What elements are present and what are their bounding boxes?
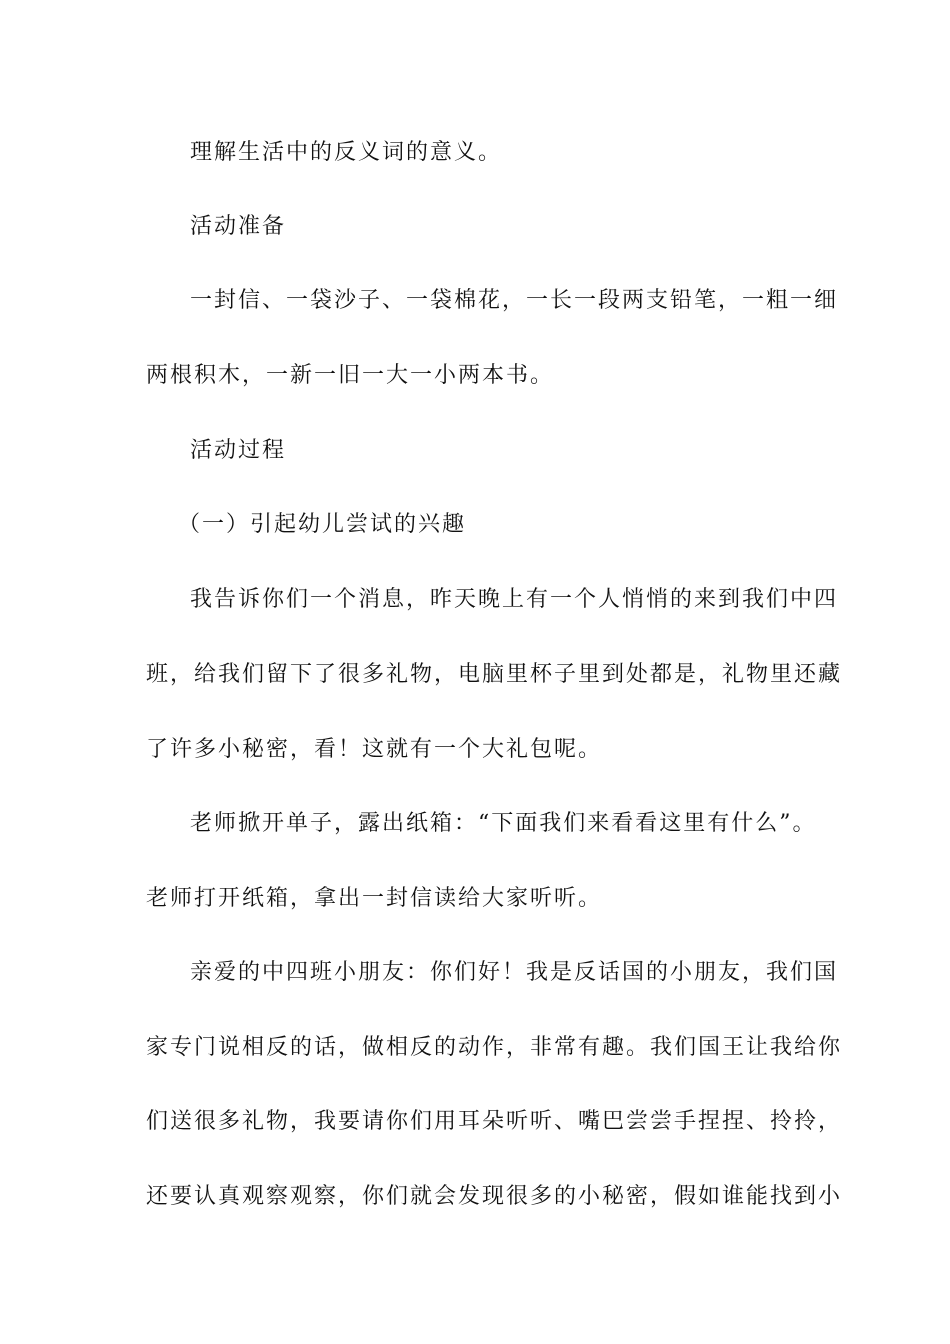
paragraph-news-line-1: 我告诉你们一个消息，昨天晚上有一个人悄悄的来到我们中四 (190, 587, 839, 612)
heading-preparation: 活动准备 (190, 214, 287, 239)
paragraph-box-line-2: 老师打开纸箱，拿出一封信读给大家听听。 (146, 886, 603, 911)
paragraph-news-line-3: 了许多小秘密，看！这就有一个大礼包呢。 (146, 737, 603, 762)
heading-process: 活动过程 (190, 438, 287, 463)
paragraph-box-line-1: 老师掀开单子，露出纸箱：“下面我们来看看这里有什么”。 (190, 811, 817, 836)
paragraph-materials-line-2: 两根积木，一新一旧一大一小两本书。 (146, 363, 555, 388)
paragraph-materials-line-1: 一封信、一袋沙子、一袋棉花，一长一段两支铅笔，一粗一细 (190, 288, 839, 313)
paragraph-letter-line-1: 亲爱的中四班小朋友：你们好！我是反话国的小朋友，我们国 (190, 960, 839, 985)
paragraph-letter-line-4: 还要认真观察观察，你们就会发现很多的小秘密，假如谁能找到小 (146, 1184, 843, 1209)
paragraph-letter-line-3: 们送很多礼物，我要请你们用耳朵听听、嘴巴尝尝手捏捏、拎拎， (146, 1109, 843, 1134)
paragraph-goal: 理解生活中的反义词的意义。 (190, 140, 503, 165)
subheading-step-one: （一）引起幼儿尝试的兴趣 (178, 512, 467, 537)
paragraph-news-line-2: 班，给我们留下了很多礼物，电脑里杯子里到处都是，礼物里还藏 (146, 662, 843, 687)
paragraph-letter-line-2: 家专门说相反的话，做相反的动作，非常有趣。我们国王让我给你 (146, 1035, 843, 1060)
